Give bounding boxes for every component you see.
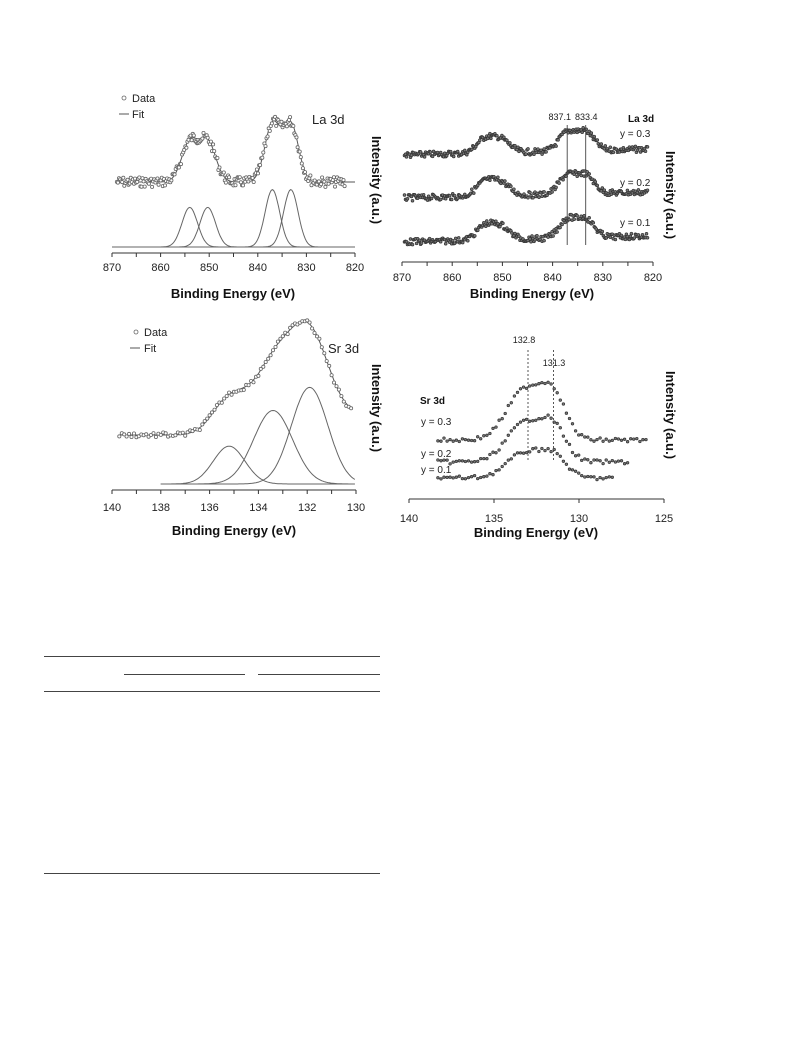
table-subheader-rule — [258, 674, 380, 675]
tick-label: 830 — [297, 262, 316, 274]
data-point — [565, 463, 568, 466]
data-point — [626, 440, 629, 443]
tick-label: 140 — [399, 513, 419, 525]
data-point — [467, 476, 470, 479]
data-point — [541, 447, 544, 450]
data-point — [479, 476, 482, 479]
data-point — [473, 439, 476, 442]
data-point — [495, 452, 498, 455]
x-axis-label: Binding Energy (eV) — [469, 286, 595, 301]
data-point — [580, 433, 583, 436]
data-point — [559, 399, 562, 402]
data-point — [452, 477, 455, 480]
data-point — [467, 460, 470, 463]
data-point — [571, 469, 574, 472]
data-point — [464, 460, 467, 463]
y-axis-label: Intensity (a.u.) — [663, 370, 678, 460]
data-point — [470, 439, 473, 442]
data-point — [501, 442, 504, 445]
data-point — [544, 449, 547, 452]
data-point — [574, 430, 577, 433]
table-subheader-rule — [124, 674, 245, 675]
data-point — [636, 437, 639, 440]
data-point — [437, 477, 440, 480]
tick-label: 850 — [493, 272, 512, 284]
data-point — [525, 387, 528, 390]
data-point — [513, 454, 516, 457]
data-point — [452, 440, 455, 443]
data-point — [574, 455, 577, 458]
panel-title: Sr 3d — [420, 396, 446, 407]
legend-label: Data — [144, 327, 168, 339]
data-point — [437, 440, 440, 443]
peak-label: 132.8 — [512, 335, 536, 345]
panel-title: Sr 3d — [328, 341, 360, 356]
data-point — [577, 454, 580, 457]
data-point — [440, 478, 443, 481]
panel-title: La 3d — [312, 112, 345, 127]
data-point — [486, 475, 489, 478]
data-point — [556, 422, 559, 425]
tick-label: 860 — [151, 262, 170, 274]
data-point — [593, 476, 596, 479]
data-point — [608, 440, 611, 443]
data-point — [455, 460, 458, 463]
data-point — [547, 414, 550, 417]
data-point — [547, 381, 550, 384]
data-point — [525, 418, 528, 421]
tick-label: 125 — [654, 513, 674, 525]
data-point — [507, 404, 510, 407]
data-point — [446, 476, 449, 479]
data-point — [504, 462, 507, 465]
data-point — [510, 430, 513, 433]
x-axis-label: Binding Energy (eV) — [170, 286, 296, 301]
data-point — [559, 455, 562, 458]
tick-label: 830 — [593, 272, 612, 284]
data-point — [489, 432, 492, 435]
data-point — [580, 459, 583, 462]
data-point — [513, 427, 516, 430]
data-point — [458, 460, 461, 463]
tick-label: 136 — [200, 502, 219, 514]
data-point — [541, 418, 544, 421]
data-point — [559, 427, 562, 430]
data-point — [605, 459, 608, 462]
peak-label: 131.3 — [542, 358, 566, 368]
data-point — [446, 440, 449, 443]
data-point — [599, 476, 602, 479]
data-point — [541, 381, 544, 384]
data-point — [458, 440, 461, 443]
data-point — [614, 437, 617, 440]
data-point — [577, 434, 580, 437]
data-point — [464, 438, 467, 441]
data-point — [550, 450, 553, 453]
x-axis-label: Binding Energy (eV) — [473, 525, 599, 540]
sr3d-series-ticks — [409, 499, 664, 503]
table-top-rule — [44, 656, 380, 657]
data-point — [544, 382, 547, 385]
data-point — [476, 460, 479, 463]
data-point — [587, 436, 590, 439]
data-point — [483, 457, 486, 460]
data-point — [590, 439, 593, 442]
data-point — [556, 392, 559, 395]
data-point — [504, 412, 507, 415]
data-point — [492, 473, 495, 476]
data-point — [479, 438, 482, 441]
data-point — [538, 417, 541, 420]
data-point — [510, 402, 513, 405]
data-point — [562, 435, 565, 438]
data-point — [614, 461, 617, 464]
sr3d-series-plot — [437, 350, 648, 481]
data-point — [571, 451, 574, 454]
data-point — [461, 460, 464, 463]
data-point — [532, 447, 535, 450]
sr3d-series-tick-labels — [400, 513, 673, 525]
data-point — [486, 434, 489, 437]
data-point — [522, 452, 525, 455]
data-point — [587, 459, 590, 462]
data-point — [495, 469, 498, 472]
data-point — [516, 391, 519, 394]
data-point — [452, 461, 455, 464]
series-label: y = 0.2 — [620, 178, 651, 189]
data-point — [501, 417, 504, 420]
data-point — [528, 451, 531, 454]
data-point — [507, 434, 510, 437]
data-point — [449, 476, 452, 479]
data-point — [483, 475, 486, 478]
data-point — [596, 478, 599, 481]
data-point — [467, 439, 470, 442]
data-point — [617, 460, 620, 463]
data-point — [455, 439, 458, 442]
data-point — [532, 384, 535, 387]
data-point — [538, 382, 541, 385]
data-point — [584, 436, 587, 439]
data-point — [516, 423, 519, 426]
tick-label: 138 — [151, 502, 170, 514]
panel-title: La 3d — [628, 114, 655, 125]
tick-label: 132 — [298, 502, 317, 514]
data-point — [470, 461, 473, 464]
data-point — [461, 477, 464, 480]
data-point — [596, 459, 599, 462]
data-point — [632, 438, 635, 441]
data-point — [599, 460, 602, 463]
data-point — [550, 417, 553, 420]
data-point — [605, 476, 608, 479]
legend-label: Fit — [144, 343, 157, 355]
data-point — [489, 453, 492, 456]
data-point — [519, 421, 522, 424]
y-axis-label: Intensity (a.u.) — [663, 150, 678, 240]
data-point — [535, 447, 538, 450]
data-point — [547, 447, 550, 450]
data-point — [501, 465, 504, 468]
y-axis-label: Intensity (a.u.) — [369, 135, 384, 225]
tick-label: 870 — [392, 272, 412, 284]
data-point — [479, 457, 482, 460]
tick-label: 860 — [443, 272, 462, 284]
data-point — [584, 476, 587, 479]
data-point — [617, 438, 620, 441]
data-point — [443, 437, 446, 440]
tick-label: 140 — [102, 502, 122, 514]
data-point — [574, 470, 577, 473]
data-point — [562, 460, 565, 463]
data-point — [525, 451, 528, 454]
series-label: y = 0.1 — [421, 465, 452, 476]
data-point — [608, 476, 611, 479]
data-point — [544, 416, 547, 419]
table-bottom-rule — [44, 873, 380, 874]
data-point — [535, 419, 538, 422]
data-point — [599, 437, 602, 440]
data-point — [519, 388, 522, 391]
tick-label: 820 — [345, 262, 365, 274]
data-point — [498, 419, 501, 422]
data-point — [513, 395, 516, 398]
data-point — [565, 412, 568, 415]
legend-label: Fit — [132, 109, 145, 121]
data-point — [571, 423, 574, 426]
data-point — [504, 440, 507, 443]
peak-label: 837.1 — [548, 112, 571, 122]
data-point — [519, 452, 522, 455]
data-point — [593, 440, 596, 443]
data-point — [590, 461, 593, 464]
data-point — [535, 384, 538, 387]
legend-label: Data — [132, 93, 156, 105]
data-point — [580, 474, 583, 477]
data-point — [492, 427, 495, 430]
data-point — [602, 462, 605, 465]
data-point — [602, 478, 605, 481]
series-label: y = 0.1 — [620, 218, 651, 229]
data-point — [584, 458, 587, 461]
data-point — [528, 420, 531, 423]
data-point — [507, 459, 510, 462]
data-point — [455, 476, 458, 479]
data-point — [492, 451, 495, 454]
data-point — [473, 474, 476, 477]
data-point — [602, 440, 605, 443]
tick-label: 134 — [249, 502, 268, 514]
data-point — [608, 461, 611, 464]
data-point — [568, 443, 571, 446]
data-point — [620, 439, 623, 442]
data-point — [449, 438, 452, 441]
data-point — [550, 383, 553, 386]
data-point — [593, 459, 596, 462]
data-point — [620, 460, 623, 463]
data-point — [461, 438, 464, 441]
tick-label: 130 — [346, 502, 366, 514]
tick-label: 130 — [569, 513, 589, 525]
data-point — [443, 476, 446, 479]
data-point — [495, 426, 498, 429]
data-point — [596, 438, 599, 441]
data-point — [528, 385, 531, 388]
data-point — [498, 449, 501, 452]
data-point — [486, 457, 489, 460]
data-point — [642, 438, 645, 441]
tick-label: 840 — [543, 272, 562, 284]
data-point — [483, 435, 486, 438]
data-point — [565, 440, 568, 443]
data-point — [510, 458, 513, 461]
data-point — [629, 438, 632, 441]
tick-label: 850 — [200, 262, 219, 274]
data-point — [568, 468, 571, 471]
data-point — [458, 475, 461, 478]
table-header-rule — [44, 691, 380, 692]
tick-label: 870 — [102, 262, 122, 274]
tick-label: 820 — [643, 272, 663, 284]
data-point — [476, 436, 479, 439]
data-point — [532, 420, 535, 423]
data-point — [464, 478, 467, 481]
data-point — [556, 452, 559, 455]
data-point — [522, 386, 525, 389]
data-point — [639, 440, 642, 443]
data-point — [590, 476, 593, 479]
data-point — [562, 403, 565, 406]
data-point — [489, 472, 492, 475]
data-point — [440, 440, 443, 443]
data-point — [587, 475, 590, 478]
data-point — [626, 462, 629, 465]
peak-label: 833.4 — [575, 112, 598, 122]
data-point — [522, 419, 525, 422]
data-point — [516, 452, 519, 455]
data-point — [605, 438, 608, 441]
x-axis-label: Binding Energy (eV) — [171, 523, 297, 538]
tick-label: 135 — [484, 513, 504, 525]
y-axis-label: Intensity (a.u.) — [369, 363, 384, 453]
data-point — [611, 459, 614, 462]
data-point — [473, 460, 476, 463]
data-point — [568, 417, 571, 420]
series-label: y = 0.2 — [421, 449, 452, 460]
data-point — [498, 469, 501, 472]
series-label: y = 0.3 — [421, 417, 452, 428]
data-point — [577, 472, 580, 475]
data-point — [645, 438, 648, 441]
data-point — [623, 462, 626, 465]
data-point — [476, 477, 479, 480]
series-label: y = 0.3 — [620, 129, 651, 140]
tick-label: 840 — [248, 262, 267, 274]
data-point — [470, 475, 473, 478]
data-point — [611, 439, 614, 442]
data-point — [611, 476, 614, 479]
data-point — [538, 450, 541, 453]
data-point — [623, 438, 626, 441]
